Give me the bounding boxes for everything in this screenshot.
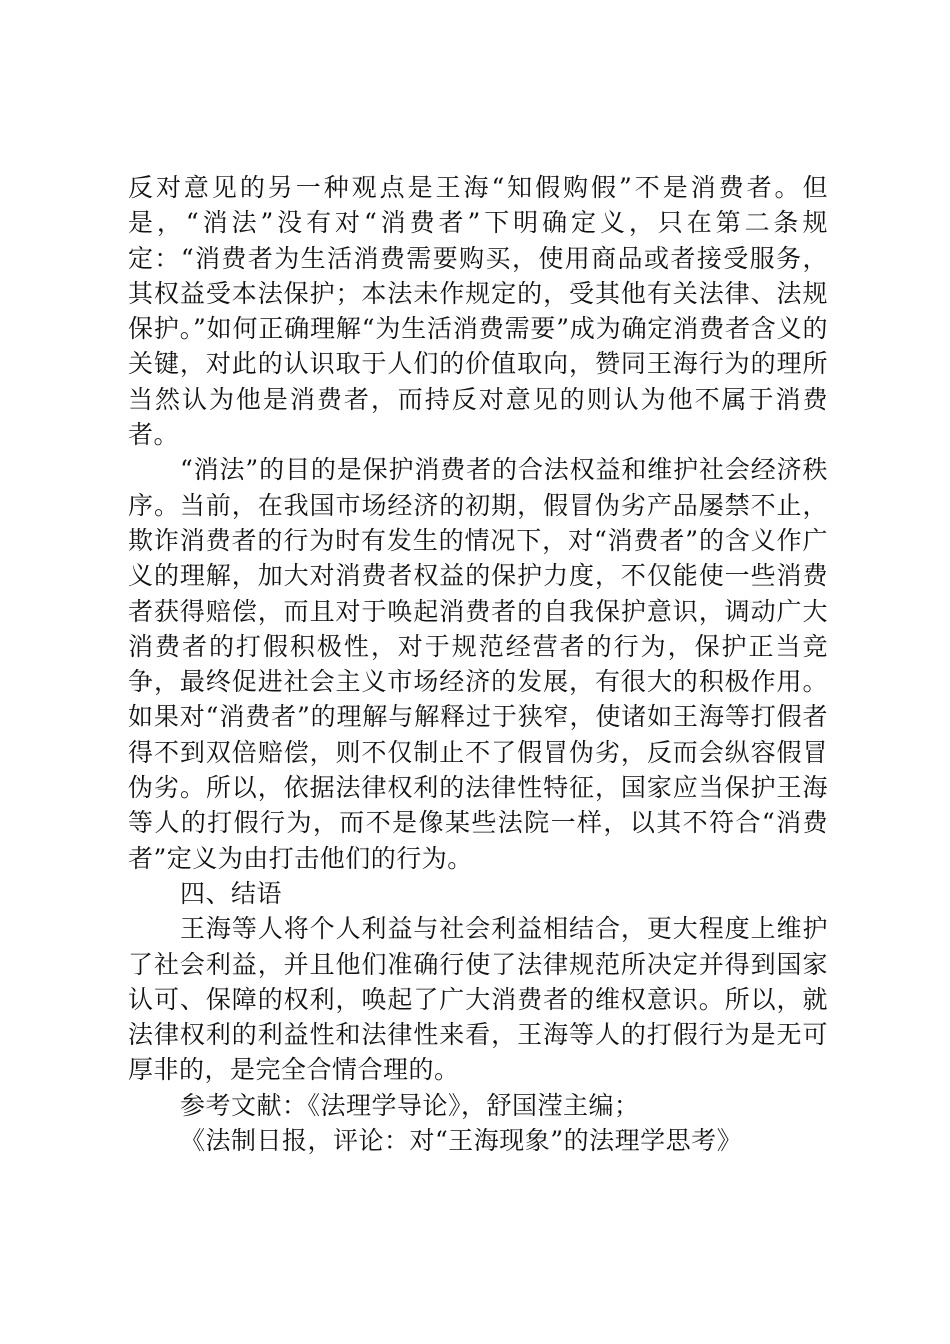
section-heading-conclusion: 四、结语 — [180, 878, 283, 908]
document-body — [128, 170, 828, 1158]
reference-item-1: 参考文献：《法理学导论》，舒国滢主编； — [180, 1090, 640, 1120]
reference-item-2: 《法制日报，评论：对“王海现象”的法理学思考》 — [180, 1126, 743, 1156]
paragraph-conclusion: 王海等人将个人利益与社会利益相结合，更大程度上维护了社会利益，并且他们准确行使了法律规范所决定并得到国家认可、保障的权利，唤起了广大消费者的维权意识。所以，就法律权利的利益性和法律性来看，王海等人的打假行为是无可厚非的，是完全合情合理的。 — [128, 914, 828, 1085]
paragraph-consumer-law-purpose: “消法”的目的是保护消费者的合法权益和维护社会经济秩序。当前，在我国市场经济的初期，假冒伪劣产品屡禁不止，欺诈消费者的行为时有发生的情况下，对“消费者”的含义作广义的理解，加大对消费者权益的保护力度，不仅能使一些消费者获得赔偿，而且对于唤起消费者的自我保护意识，调动广大消费者的打假积极性，对于规范经营者的行为，保护正当竞争，最终促进社会主义市场经济的发展，有很大的积极作用。如果对“消费者”的理解与解释过于狭窄，使诸如王海等打假者得不到双倍赔偿，则不仅制止不了假冒伪劣，反而会纵容假冒伪劣。所以，依据法律权利的法律性特征，国家应当保护王海等人的打假行为，而不是像某些法院一样，以其不符合“消费者”定义为由打击他们的行为。 — [128, 455, 828, 873]
paragraph-consumer-definition-debate: 反对意见的另一种观点是王海“知假购假”不是消费者。但是，“消法”没有对“消费者”下明确定义，只在第二条规定：“消费者为生活消费需要购买，使用商品或者接受服务，其权益受本法保护；本法未作规定的，受其他有关法律、法规保护。”如何正确理解“为生活消费需要”成为确定消费者含义的关键，对此的认识取于人们的价值取向，赞同王海行为的理所当然认为他是消费者，而持反对意见的则认为他不属于消费者。 — [128, 173, 828, 450]
